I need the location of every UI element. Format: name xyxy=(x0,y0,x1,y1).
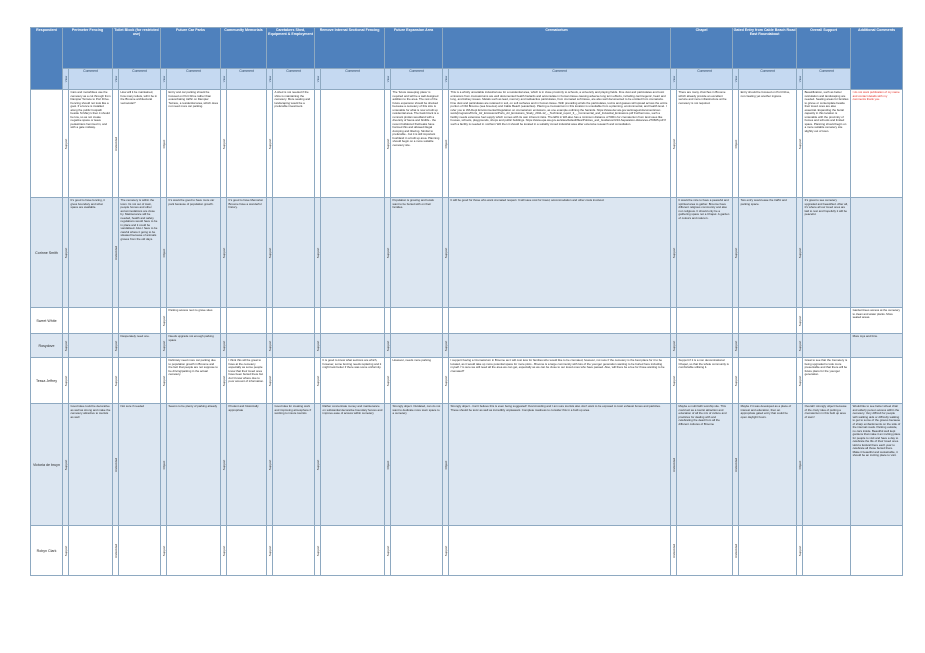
additional-comment-cell: Would like to see better wheel chair and elderly person access within the cemetery. Very difficult for people with walking aids or difficulty walking to get to some of the graves because of sharp embankments on the side of the internal roads. Parking outside, no cars inside. Beautiful well kept gardens that make it an inviting place for people to visit and have a day to celebrate the life of their loved ones. Hold a festival there each year to celebrate all those buried there. Make it beautiful and sustainable, it should be an inviting place to visit. xyxy=(851,404,903,526)
view-cell xyxy=(221,198,227,308)
column-title: Remove Internal Sectional Fencing xyxy=(315,28,385,69)
comment-cell xyxy=(739,358,797,404)
view-subheader xyxy=(267,69,273,90)
comment-cell: Entry should be focused on Port Drive, not creating yet another ingress. xyxy=(739,90,797,198)
view-cell xyxy=(385,404,391,526)
comment-cell xyxy=(227,90,267,198)
view-value: Support xyxy=(315,340,320,351)
view-cell xyxy=(671,90,677,198)
view-cell xyxy=(267,308,273,334)
view-value: Support xyxy=(113,375,118,386)
table-row xyxy=(31,308,903,334)
view-cell xyxy=(385,526,391,576)
view-cell xyxy=(63,90,69,198)
respondent-name: Corinne Smith xyxy=(31,198,63,308)
view-cell xyxy=(63,404,69,526)
view-value: Object xyxy=(161,248,166,257)
comment-cell: Good idea could be decorative as well as strong and make the cemetery attractive to tourists as well xyxy=(69,404,113,526)
comment-cell: Great to see that the Cemetery is being upgraded to look more presentable and that there will be future plans for the younger generation. xyxy=(803,358,851,404)
comment-cell: Support if it is a non denominational Chapel, so that the whole community is comfortable utilising it. xyxy=(677,358,733,404)
table-row xyxy=(31,404,903,526)
view-cell xyxy=(221,90,227,198)
view-cell xyxy=(443,358,449,404)
comment-cell: However, needs more parking xyxy=(391,358,443,404)
view-cell xyxy=(161,198,167,308)
view-cell xyxy=(161,526,167,576)
view-value: Support xyxy=(733,340,738,351)
view-value: Object xyxy=(797,460,802,469)
view-value: Undecided xyxy=(733,457,738,472)
comment-cell: Maybe if it was developed as a place of interest and education, then an appropriate gated entry that could be open daylight hours. xyxy=(739,404,797,526)
additional-comments-header: Additional Comments xyxy=(851,28,903,90)
comment-cell xyxy=(273,308,315,334)
comment-cell xyxy=(321,526,385,576)
view-value: Support xyxy=(671,375,676,386)
comment-cell xyxy=(803,308,851,334)
view-cell xyxy=(267,358,273,404)
view-value: Support xyxy=(113,340,118,351)
view-cell xyxy=(267,526,273,576)
view-value: Support xyxy=(221,138,226,149)
respondent-name: Tessa Jeffrey xyxy=(31,358,63,404)
comment-cell xyxy=(321,90,385,198)
comment-cell: Prudent and historically appropriate xyxy=(227,404,267,526)
view-value: Support xyxy=(221,375,226,386)
comment-subheader: Comment xyxy=(677,69,733,90)
comment-cell: Entry and car parking should be focused on Port Drive rather than exacerbating traffic on Dampier Terrace, a residential area, which does not need more car parking. xyxy=(167,90,221,198)
comment-cell: Definitely need more car parking due to population growth in Broome and the fact that people are not suppose to be driving/parking in the actual cemetery. xyxy=(167,358,221,404)
view-value: Support xyxy=(221,459,226,470)
view-value: Undecided xyxy=(113,245,118,260)
comment-cell: I support having a Crematorium in Broome as it will cost less for families who would like to be cremated, however, not sure if the cemetery is the best place for it to be located, as it would take up more potential space for more plots - Broome is a large community with lots of the younger generation wanting to be buried here including myself. I'm sure we will need all the area we can get, especially as we can be close to our loved ones who have passed. Also, will there be a fee for those wanting to be cremated? xyxy=(449,358,671,404)
comment-cell xyxy=(69,308,113,334)
view-cell xyxy=(221,358,227,404)
comment-cell xyxy=(449,526,671,576)
view-cell xyxy=(385,90,391,198)
view-cell xyxy=(797,358,803,404)
comment-cell xyxy=(273,526,315,576)
view-cell xyxy=(113,404,119,526)
comment-cell: It is good to know what sections are which, however, some fencing needs replacing and it might look better if there was some uniformity. xyxy=(321,358,385,404)
view-cell xyxy=(733,90,739,198)
view-cell xyxy=(221,526,227,576)
view-value: Object xyxy=(733,139,738,148)
table-row xyxy=(31,198,903,308)
view-value: Support xyxy=(797,545,802,556)
comment-cell xyxy=(227,334,267,358)
respondent-name: Rosydove xyxy=(31,334,63,358)
view-value: Support xyxy=(267,375,272,386)
view-cell xyxy=(671,526,677,576)
view-cell xyxy=(443,404,449,526)
view-value: Support xyxy=(267,545,272,556)
view-cell xyxy=(315,404,321,526)
respondent-name: Robyn Clark xyxy=(31,526,63,576)
view-value: Support xyxy=(671,340,676,351)
view-cell xyxy=(733,404,739,526)
comment-cell xyxy=(739,526,797,576)
spreadsheet-page xyxy=(30,27,901,580)
view-cell xyxy=(797,526,803,576)
comment-subheader: Comment xyxy=(273,69,315,90)
view-value: Support xyxy=(63,138,68,149)
view-value: Support xyxy=(161,340,166,351)
comment-cell xyxy=(273,358,315,404)
comment-cell xyxy=(227,308,267,334)
comment-subheader: Comment xyxy=(227,69,267,90)
view-value: Support xyxy=(385,340,390,351)
comment-cell: Needs upgrade not enough parking space xyxy=(167,334,221,358)
comment-cell: It will be good for those who want cremated respect. It will save cost for travel, accommodation and other costs involved. xyxy=(449,198,671,308)
view-subheader-label: View xyxy=(221,75,226,83)
view-cell xyxy=(315,198,321,308)
comment-cell: Desperately need one. xyxy=(119,334,161,358)
view-value: Object xyxy=(161,139,166,148)
view-subheader-label: View xyxy=(161,75,166,83)
comment-cell: It would be nice to have a peaceful and spiritual area to gather. Broome have different religious community and also non religious. It should only be a gathering space not a Chapel. A garden of colours and nature's. xyxy=(677,198,733,308)
comment-cell xyxy=(803,526,851,576)
view-subheader xyxy=(443,69,449,90)
view-cell xyxy=(797,308,803,334)
view-cell xyxy=(443,308,449,334)
column-title: Chapel xyxy=(671,28,733,69)
comment-cell xyxy=(227,526,267,576)
view-cell xyxy=(671,334,677,358)
view-cell xyxy=(267,334,273,358)
view-cell xyxy=(733,358,739,404)
view-cell xyxy=(63,334,69,358)
column-title: Overall Support xyxy=(797,28,851,69)
view-cell xyxy=(221,308,227,334)
view-cell xyxy=(385,334,391,358)
comment-cell xyxy=(677,308,733,334)
comment-cell: It's good to have Memorial. Broome have a wonderful history. xyxy=(227,198,267,308)
view-value: Support xyxy=(267,247,272,258)
view-subheader xyxy=(385,69,391,90)
view-cell xyxy=(315,358,321,404)
view-value: Support xyxy=(267,340,272,351)
view-value: Undecided xyxy=(733,543,738,558)
additional-comment-cell xyxy=(851,198,903,308)
comment-cell: It's would be good to have more car park because of population growth. xyxy=(167,198,221,308)
view-value: Support xyxy=(797,340,802,351)
view-subheader-label: View xyxy=(671,75,676,83)
view-subheader xyxy=(63,69,69,90)
view-subheader-label: View xyxy=(63,75,68,83)
view-cell xyxy=(733,526,739,576)
comment-subheader: Comment xyxy=(321,69,385,90)
view-cell xyxy=(63,358,69,404)
view-value: Support xyxy=(267,459,272,470)
comment-cell: Two entry would ease the traffic and parking space. xyxy=(739,198,797,308)
view-value: Object xyxy=(385,460,390,469)
table-body xyxy=(31,90,903,576)
table-row xyxy=(31,334,903,358)
view-value: Support xyxy=(671,247,676,258)
comment-cell: Strongly object. Outdated, can do not want to dedicate more town space to a cemetery xyxy=(391,404,443,526)
view-value: Undecided xyxy=(671,543,676,558)
view-value: Support xyxy=(443,545,448,556)
view-value: Support xyxy=(315,247,320,258)
comment-cell xyxy=(677,334,733,358)
table-row xyxy=(31,90,903,198)
view-subheader-label: View xyxy=(113,75,118,83)
comment-subheader: Comment xyxy=(69,69,113,90)
view-cell xyxy=(267,90,273,198)
view-value: Support xyxy=(733,375,738,386)
view-cell xyxy=(113,308,119,334)
comment-cell xyxy=(273,198,315,308)
view-value: Support xyxy=(63,375,68,386)
view-value: Support xyxy=(63,459,68,470)
comment-cell: Strongly object - Can't believe this is even being suggested! Overcrowding and I am sure tourists also don't want to be exposed to toxic exhaust fumes and particles. These should be toxic as well as incredibly unpleasant. Complete madness to consider this in a built up area. xyxy=(449,404,671,526)
column-title: Future Expansion Area xyxy=(385,28,443,69)
comment-cell xyxy=(119,526,161,576)
additional-comment-cell: I do not want publication of my name and contact details with my comments thank you. xyxy=(851,90,903,198)
view-cell xyxy=(63,526,69,576)
view-cell xyxy=(221,404,227,526)
view-value: Support xyxy=(221,340,226,351)
submissions-table xyxy=(30,27,903,576)
view-subheader xyxy=(221,69,227,90)
comment-cell xyxy=(677,526,733,576)
comment-cell: Cars and motorbikes use the cemetery as a cut through from Dampier Terrace to Port Drive. Fencing should not look like a gaol. If a fence is installed along the public footpath beside St Mary's then it should be low, so as not create negative space or leave pedestrians hemmed in, and with a gate midway. xyxy=(69,90,113,198)
view-value: Support xyxy=(315,545,320,556)
view-cell xyxy=(267,404,273,526)
view-cell xyxy=(797,334,803,358)
view-value: Object xyxy=(161,460,166,469)
view-cell xyxy=(113,358,119,404)
comment-cell xyxy=(321,198,385,308)
view-cell xyxy=(385,198,391,308)
view-cell xyxy=(671,198,677,308)
view-value: Support xyxy=(63,247,68,258)
comment-cell: Maybe a multi faith worship site. This could act as a tourist attraction and education of all the mix of culture and practices for dealing with and celebrating the dead from all the different cultures of Broome xyxy=(677,404,733,526)
view-cell xyxy=(161,334,167,358)
view-cell xyxy=(63,308,69,334)
comment-cell xyxy=(119,308,161,334)
view-value: Undecided xyxy=(671,457,676,472)
comment-cell xyxy=(391,526,443,576)
view-value: Support xyxy=(63,545,68,556)
view-value: Undecided xyxy=(113,543,118,558)
view-cell xyxy=(671,308,677,334)
comment-cell: Beautification, such as better reticulation and landscaping are needed. Seating areas for families to grieve or contemplate beside their loved ones are also essential. Expanding the burial capacity in this location is untenable with the proximity of homes and schools and limited space. Planning should begin on a more suitable cemetery site slightly out of town. xyxy=(803,90,851,198)
view-subheader xyxy=(733,69,739,90)
view-cell xyxy=(113,526,119,576)
comment-cell: Good idea for creating work and improving atmosphere if working to insure tourists xyxy=(273,404,315,526)
view-subheader xyxy=(671,69,677,90)
view-value: Support xyxy=(797,315,802,326)
comment-subheader: Comment xyxy=(803,69,851,90)
comment-cell: Not sure if needed xyxy=(119,404,161,526)
additional-comment-cell xyxy=(851,358,903,404)
comment-cell xyxy=(739,334,797,358)
view-cell xyxy=(63,198,69,308)
comment-cell xyxy=(449,308,671,334)
view-value: Support xyxy=(161,375,166,386)
comment-cell: Overall I strongly object because of the crazy idea of putting a crematorium in this built up area of town! xyxy=(803,404,851,526)
column-title: Gated Entry from Cable Beach Road East Roundabout xyxy=(733,28,797,69)
view-value: Support xyxy=(63,340,68,351)
view-value: Support xyxy=(797,375,802,386)
view-value: Support xyxy=(315,459,320,470)
view-value: Undecided xyxy=(113,457,118,472)
view-cell xyxy=(797,90,803,198)
view-cell xyxy=(221,334,227,358)
additional-comment-cell xyxy=(851,526,903,576)
comment-cell: How will it be maintained, how many toilets, will it be in the Broome architectural vernacular? xyxy=(119,90,161,198)
view-cell xyxy=(161,308,167,334)
view-cell xyxy=(113,90,119,198)
view-value: Support xyxy=(385,375,390,386)
comment-cell xyxy=(167,526,221,576)
view-value: Support xyxy=(267,138,272,149)
comment-cell xyxy=(321,308,385,334)
view-subheader xyxy=(161,69,167,90)
view-cell xyxy=(161,358,167,404)
view-subheader-label: View xyxy=(385,75,390,83)
comment-subheader: Comment xyxy=(449,69,671,90)
comment-cell: It's great to see cemetery upgraded and beautified. After all, it's where all our loved ones are laid to rest and hopefully it will be peaceful. xyxy=(803,198,851,308)
comment-subheader: Comment xyxy=(119,69,161,90)
view-cell xyxy=(315,308,321,334)
view-cell xyxy=(443,334,449,358)
respondent-name: Victoria de bruyn xyxy=(31,404,63,526)
comment-cell xyxy=(449,334,671,358)
view-cell xyxy=(113,198,119,308)
view-value: Support xyxy=(443,247,448,258)
comment-cell: I think this will be great to have at the cemetery especially as some people know that their loved ones have been buried there but don't know where due to poor amount of information. xyxy=(227,358,267,404)
view-subheader-label: View xyxy=(733,75,738,83)
view-cell xyxy=(443,198,449,308)
view-subheader-label: View xyxy=(443,75,448,83)
comment-cell: The 'future sweeping place' is required and will be a well designed addition to the area. The rest of the future expansion should be shelved because a cemetery of this size is untenable for what is now a built up residential area. The back block is a remnant pindan woodland with a diversity of fauna and birdlife - the recent bulldozed firebreaks have harmed this and allowed illegal dumping and littering. Similar to preferable - but it is still important bushland in a built up area. Planning should begin on a more suitable cemetery site. xyxy=(391,90,443,198)
comment-cell xyxy=(321,334,385,358)
view-cell xyxy=(443,526,449,576)
comment-cell xyxy=(803,334,851,358)
column-title: Perimeter Fencing xyxy=(63,28,113,69)
comment-cell xyxy=(69,334,113,358)
view-subheader xyxy=(315,69,321,90)
view-cell xyxy=(161,90,167,198)
view-value: Undecided xyxy=(113,136,118,151)
column-title: Toilet Block (for restricted use) xyxy=(113,28,161,69)
view-cell xyxy=(671,404,677,526)
comment-cell: Rather concentrate money and maintenance on substantial decorative boundary fences and improve ease of access within cemetery xyxy=(321,404,385,526)
table-row xyxy=(31,358,903,404)
column-title: Community Memorials xyxy=(221,28,267,69)
view-value: Support xyxy=(385,247,390,258)
view-cell xyxy=(315,90,321,198)
comment-subheader: Comment xyxy=(739,69,797,90)
view-value: Support xyxy=(671,138,676,149)
additional-comment-cell: Garden/trees access at the cemetery to clean and water plants. More seated areas. xyxy=(851,308,903,334)
comment-cell xyxy=(69,526,113,576)
view-value: Support xyxy=(385,545,390,556)
comment-cell: There are many churches in Broome which already provide an excellent service and more infrastructure at the cemetery is not required. xyxy=(677,90,733,198)
comment-subheader: Comment xyxy=(167,69,221,90)
view-cell xyxy=(733,198,739,308)
view-cell xyxy=(113,334,119,358)
view-cell xyxy=(733,334,739,358)
view-cell xyxy=(797,404,803,526)
view-cell xyxy=(443,90,449,198)
column-title: Future Car Parks xyxy=(161,28,221,69)
view-subheader xyxy=(113,69,119,90)
column-title: Caretakers Shed, Equipment & Employment xyxy=(267,28,315,69)
comment-cell: Population is growing and locals want to be buried with on their families. xyxy=(391,198,443,308)
view-value: Support xyxy=(315,375,320,386)
view-cell xyxy=(267,198,273,308)
view-subheader-label: View xyxy=(315,75,320,83)
view-value: Object xyxy=(443,460,448,469)
comment-cell xyxy=(119,358,161,404)
view-cell xyxy=(161,404,167,526)
view-subheader-label: View xyxy=(267,75,272,83)
comment-cell: It's good to have fencing, it gives boundary and what space are available. xyxy=(69,198,113,308)
view-comment-header-row xyxy=(31,69,903,90)
view-value: Support xyxy=(797,247,802,258)
view-cell xyxy=(315,526,321,576)
additional-comment-cell: More toys and bins. xyxy=(851,334,903,358)
view-subheader-label: View xyxy=(797,75,802,83)
view-value: Object xyxy=(443,139,448,148)
view-value: Support xyxy=(733,247,738,258)
view-value: Support xyxy=(161,545,166,556)
comment-cell xyxy=(69,358,113,404)
comment-cell xyxy=(273,334,315,358)
comment-cell: A shed is not needed if the shire is maintaining the cemetery. More seating and landscaping would be a preferable investment. xyxy=(273,90,315,198)
view-value: Support xyxy=(443,340,448,351)
view-cell xyxy=(315,334,321,358)
view-cell xyxy=(385,308,391,334)
view-cell xyxy=(385,358,391,404)
view-subheader xyxy=(797,69,803,90)
comment-cell: Parking access next to grave sites xyxy=(167,308,221,334)
comment-cell xyxy=(391,308,443,334)
view-value: Support xyxy=(797,138,802,149)
comment-cell: This is a wholly unsuitable industrial use for a residential area, which is in close proximity to schools, a university and playing fields. Fine dust and particulates and toxic emissions from crematoriums are well documented health hazards and accumulate in human tissue causing adverse long term effects, including carcinogenic, heart and lung, and kidney issues. Metals such as lead, mercury and radioactive particulates, from cremated soft tissue, are also well documented to be emitted from crematoria. Fine dust and particulates are retained in soil, on soft surfaces and in human tissue. With prevailing winds the particulates, toxins and gasses will spread across the entire portion of Old Broome (sea breezes) and Cable Beach (easterlies). Placing a crematorium in this location is unsuitable from a planning, environmental, and health level. I refer you to WA Dept Environmental Regulation on crematorium emissions, as one example outlining the hazards. https://www.der.wa.gov.au/images/documents/our-work/programs/Ports_Air_Emissions/Ports_Air_Emissions_Study_2011-12_-_Technical_report_3_-_Commercial_and_Industrial_Emissions.pdf Furthermore, such a facility needs extensive fuel supply which comes with its own inherent risks. The EPA in WA also has a minimum distance of 500m for crematorium from land uses like houses, schools, playgrounds, shops and public buildings. https://www.epa.wa.gov.au/sites/default/files/Policies_and_Guidance/GS3-Separation-distances-270605.pdf If such a facility is needed in northern WA then it should be located in a suitably zoned industrial area after extensive research and consultation. xyxy=(449,90,671,198)
comment-subheader: Comment xyxy=(391,69,443,90)
comment-cell xyxy=(391,334,443,358)
respondent-header: Respondent xyxy=(31,28,63,90)
view-value: Support xyxy=(221,545,226,556)
view-value: Support xyxy=(385,138,390,149)
view-value: Support xyxy=(161,315,166,326)
view-cell xyxy=(733,308,739,334)
respondent-name xyxy=(31,90,63,198)
comment-cell: The cemetery is within the town. Its not out of town, people homes and other accommodations are close by. Maintenance will be needed, health and safety regulations would have to be in place and it could be vandalised. Also I have to be careful where it going to be situated because of animals graves from the old days. xyxy=(119,198,161,308)
view-value: Support xyxy=(221,247,226,258)
respondent-name: Sweet White xyxy=(31,308,63,334)
comment-cell: Seems to be plenty of parking already xyxy=(167,404,221,526)
column-header-row xyxy=(31,28,903,69)
view-cell xyxy=(797,198,803,308)
comment-cell xyxy=(739,308,797,334)
view-cell xyxy=(671,358,677,404)
view-value: Support xyxy=(443,375,448,386)
column-title: Crematorium xyxy=(443,28,671,69)
table-row xyxy=(31,526,903,576)
